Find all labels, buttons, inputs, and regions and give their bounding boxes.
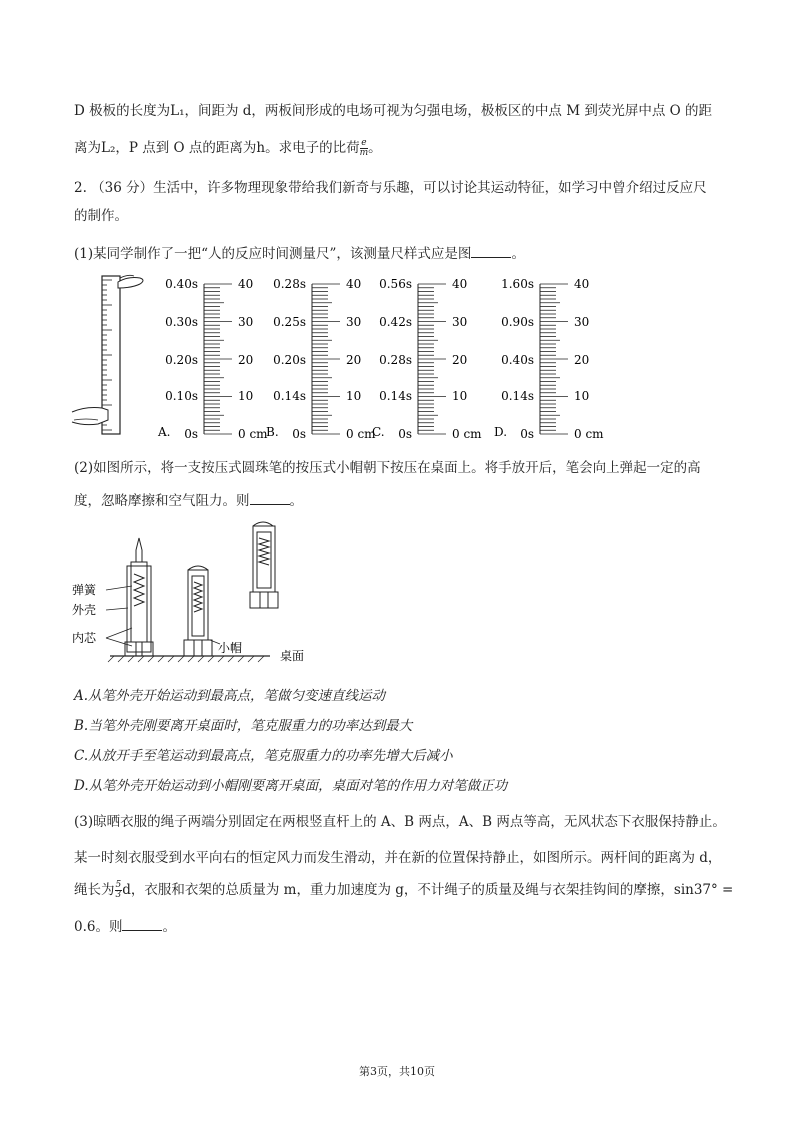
time-label: 0.40s [501,353,534,367]
time-label: 0.20s [273,353,306,367]
cm-label: 10 [452,389,468,403]
time-label: 0.56s [379,277,412,291]
sub2-option-b: B.当笔外壳刚要离开桌面时，笔克服重力的功率达到最大 [74,718,413,734]
time-label: 1.60s [501,277,534,291]
reaction-ruler-figure [70,270,610,445]
sub2-stem-2-end: 。 [289,493,303,509]
time-label: 0.30s [165,315,198,329]
cm-label: 20 [346,353,362,367]
time-label: 0.28s [379,353,412,367]
time-label: 0.10s [165,389,198,403]
time-label: 0s [398,427,412,441]
fraction-numerator: e [361,138,367,148]
cm-label: 20 [574,353,590,367]
time-label: 0.42s [379,315,412,329]
fraction-numerator: 5 [115,880,122,890]
cm-label: 40 [452,277,468,291]
label-leaders [106,586,220,646]
time-label: 0.14s [273,389,306,403]
sub3-line-3 [74,880,733,900]
label-desk: 桌面 [280,649,305,663]
time-label: 0s [184,427,198,441]
cm-label: 0 cm [238,427,268,441]
sub3-line-3-end: d，衣服和衣架的总质量为 m，重力加速度为 g，不计绳子的质量及绳与衣架挂钩间的摩擦，sin37° = [122,882,734,898]
cm-label: 10 [238,389,254,403]
cm-label: 30 [346,315,362,329]
page-footer: 第3页，共10页 [359,1065,435,1078]
option-label: D. [494,425,508,439]
sub3-line-4 [74,916,176,937]
pen-pressed [125,538,153,656]
time-label: 0.40s [165,277,198,291]
sub1-stem [74,243,525,264]
sub2-stem-2 [74,490,303,511]
cm-label: 10 [346,389,362,403]
answer-blank [122,916,162,931]
charge-ratio-fraction [360,139,369,158]
sub2-option-a: A.从笔外壳开始运动到最高点，笔做匀变速直线运动 [74,688,386,704]
cm-label: 30 [238,315,254,329]
sub1-stem-text: (1)某同学制作了一把“人的反应时间测量尺”，该测量尺样式应是图 [74,246,472,262]
sub2-option-d: D.从笔外壳开始运动到小帽刚要离开桌面，桌面对笔的作用力对笔做正功 [74,778,508,794]
cm-label: 30 [574,315,590,329]
answer-blank [250,490,290,505]
sub2-option-c: C.从放开手至笔运动到最高点，笔克服重力的功率先增大后减小 [74,748,453,764]
time-label: 0.14s [501,389,534,403]
cm-label: 40 [238,277,254,291]
sub3-line-2: 某一时刻衣服受到水平向右的恒定风力而发生滑动，并在新的位置保持静止，如图所示。两杆间的距离为 d， [74,850,722,866]
ruler-option-a [157,277,268,441]
time-label: 0.25s [273,315,306,329]
option-label: A. [158,425,171,439]
desk-hatching [108,656,264,662]
time-label: 0.90s [501,315,534,329]
pen-figure [70,518,330,668]
sub3-line-1: (3)晾晒衣服的绳子两端分别固定在两根竖直杆上的 A、B 两点，A、B 两点等高，无风状态下衣服保持静止。 [74,814,726,830]
sub3-line-3-text: 绳长为 [74,882,115,898]
label-spring: 弹簧 [72,583,97,597]
pen-airborne [250,522,278,608]
cm-label: 40 [574,277,590,291]
ruler-option-b [266,277,376,441]
cm-label: 0 cm [346,427,376,441]
sub2-stem-1: (2)如图所示，将一支按压式圆珠笔的按压式小帽朝下按压在桌面上。将手放开后，笔会向上弹起一定的高 [74,460,701,476]
option-label: C. [372,425,385,439]
fraction-denominator: 3 [115,890,122,900]
sub3-line-4-end: 。 [162,919,176,935]
ruler-option-c [372,277,482,441]
label-cap: 小帽 [218,641,243,655]
question-2-line-1: 2. （36 分）生活中，许多物理现象带给我们新奇与乐趣，可以讨论其运动特征，如学习中曾介绍过反应尺 [74,180,707,196]
cm-label: 40 [346,277,362,291]
time-label: 0s [520,427,534,441]
time-label: 0.28s [273,277,306,291]
intro-line-2 [74,138,382,158]
sub2-stem-2-text: 度，忽略摩擦和空气阻力。则 [74,493,250,509]
time-label: 0.14s [379,389,412,403]
cm-label: 10 [574,389,590,403]
sub1-stem-end: 。 [511,246,525,262]
sub3-line-4-text: 0.6。则 [74,919,123,935]
question-2-line-2: 的制作。 [74,208,128,224]
label-core: 内芯 [72,631,97,645]
intro-line-2-end: 。 [368,140,382,156]
fraction-denominator: m [359,148,369,158]
held-ruler [72,275,143,434]
answer-blank [471,243,511,258]
label-shell: 外壳 [72,603,97,617]
cm-label: 30 [452,315,468,329]
cm-label: 0 cm [452,427,482,441]
cm-label: 0 cm [574,427,604,441]
time-label: 0.20s [165,353,198,367]
option-label: B. [266,425,279,439]
time-label: 0s [292,427,306,441]
cm-label: 20 [238,353,254,367]
pen-released [184,566,212,656]
cm-label: 20 [452,353,468,367]
intro-line-2-text: 离为L₂，P 点到 O 点的距离为h。求电子的比荷 [74,140,360,156]
ruler-option-d [494,277,604,441]
intro-line-1: D 极板的长度为L₁，间距为 d，两板间形成的电场可视为匀强电场，极板区的中点 M 到荧光屏中点 O 的距 [74,103,712,119]
